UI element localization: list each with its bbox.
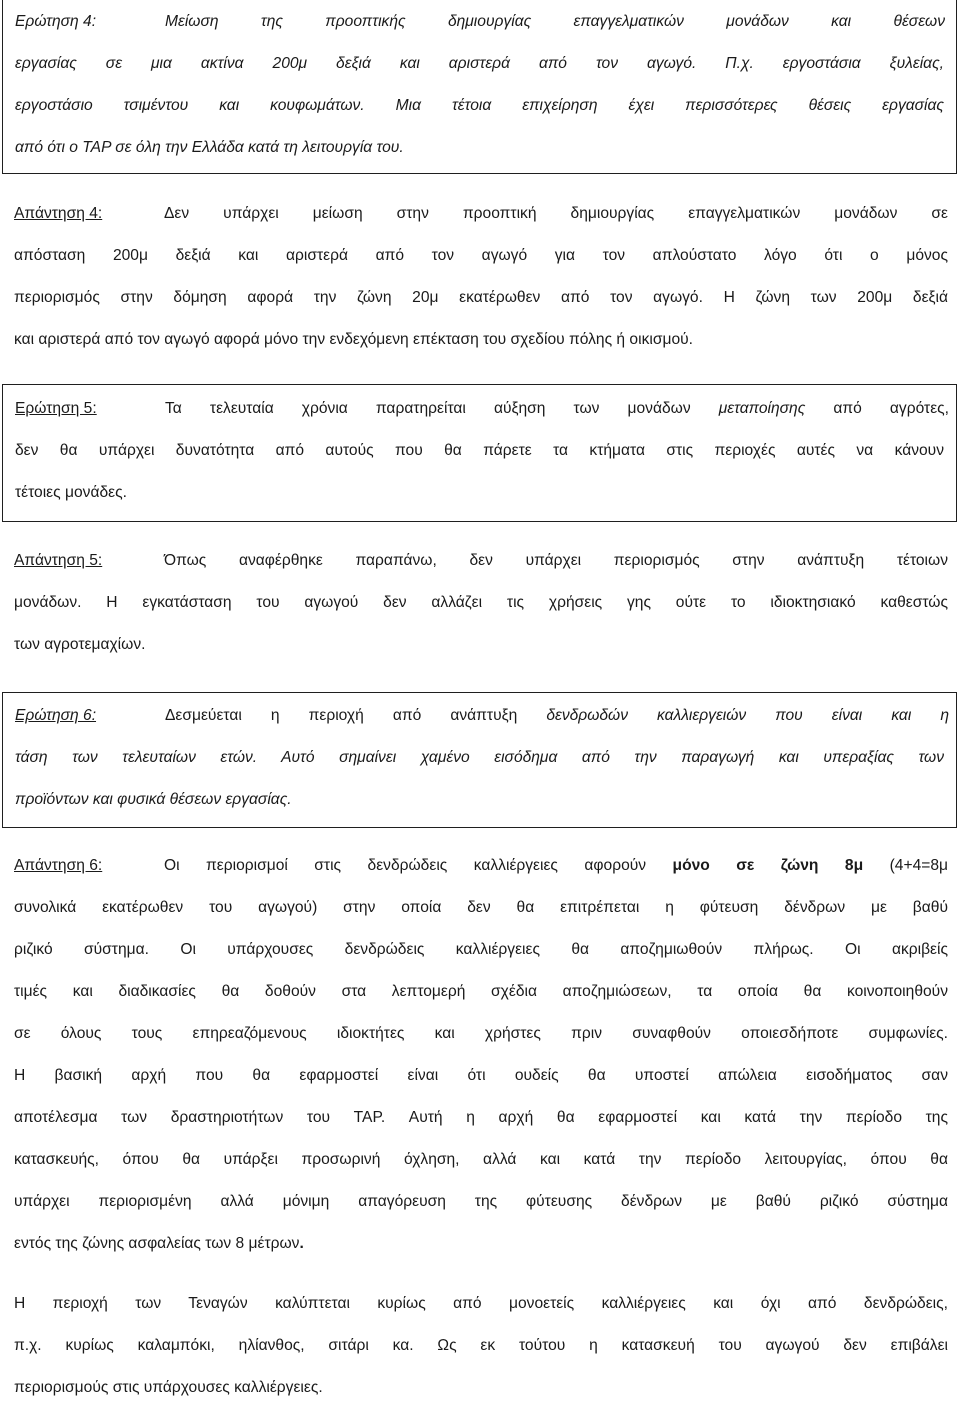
question-4-label: Ερώτηση 4: — [15, 13, 97, 30]
question-5-line-2: δεν θα υπάρχει δυνατότητα από αυτούς που θα πάρετε τα κτήματα στις περιοχές αυτές να κάνουν — [15, 442, 944, 459]
answer-6-line-4: τιμές και διαδικασίες θα δοθούν στα λεπτομερή σχέδια αποζημιώσεων, τα οποία θα κοινοποιηθούν — [14, 983, 948, 1000]
question-4-line-3: εργοστάσιο τσιμέντου και κουφωμάτων. Μια τέτοια επιχείρηση έχει περισσότερες θέσεις εργασίας — [15, 97, 944, 114]
answer-4-line-3: περιορισμός στην δόμηση αφορά την ζώνη 20μ εκατέρωθεν από τον αγωγό. Η ζώνη των 200μ δεξιά — [14, 289, 948, 306]
question-4-line-2: εργασίας σε μια ακτίνα 200μ δεξιά και αριστερά από τον αγωγό. Π.χ. εργοστάσια ξυλείας, — [15, 55, 944, 72]
answer-6-line-10: εντός της ζώνης ασφαλείας των 8 μέτρων. — [14, 1235, 304, 1252]
closing-note-line-2: π.χ. κυρίως καλαμπόκι, ηλίανθος, σιτάρι κα. Ως εκ τούτου η κατασκευή του αγωγού δεν επιβάλει — [14, 1337, 948, 1354]
answer-6-line-5: σε όλους τους επηρεαζόμενους ιδιοκτήτες και χρήστες πριν συναφθούν οποιεσδήποτε συμφωνίες. — [14, 1025, 948, 1042]
question-6-text-1: Δεσμεύεται η περιοχή από ανάπτυξη δενδρωδών καλλιεργειών που είναι και η — [165, 707, 949, 724]
answer-6-line-2: συνολικά εκατέρωθεν του αγωγού) στην οποία δεν θα επιτρέπεται η φύτευση δένδρων με βαθύ — [14, 899, 948, 916]
answer-5-label: Απάντηση 5: — [14, 552, 103, 569]
question-6-box — [2, 692, 957, 828]
answer-6-label: Απάντηση 6: — [14, 857, 103, 874]
answer-6-line-8: κατασκευής, όπου θα υπάρξει προσωρινή όχληση, αλλά και κατά την περίοδο λειτουργίας, όπου θα — [14, 1151, 948, 1168]
answer-6-line-1 — [14, 845, 948, 887]
question-6-line-2: τάση των τελευταίων ετών. Αυτό σημαίνει χαμένο εισόδημα από την παραγωγή και υπεραξίας των — [15, 749, 944, 766]
answer-6-line-6: Η βασική αρχή που θα εφαρμοστεί είναι ότι ουδείς θα υποστεί απώλεια εισοδήματος σαν — [14, 1067, 948, 1084]
closing-note-line-1: Η περιοχή των Τεναγών καλύπτεται κυρίως από μονοετείς καλλιέργειες και όχι από δενδρώδεις, — [14, 1295, 948, 1312]
question-6-label: Ερώτηση 6: — [15, 707, 97, 724]
question-4-line-1 — [15, 1, 944, 43]
answer-5-line-2: μονάδων. Η εγκατάσταση του αγωγού δεν αλλάζει τις χρήσεις γης ούτε το ιδιοκτησιακό καθεστώς — [14, 594, 948, 611]
question-5-text-1: Τα τελευταία χρόνια παρατηρείται αύξηση των μονάδων μεταποίησης από αγρότες, — [165, 400, 949, 417]
question-4-text-1: Μείωση της προοπτικής δημιουργίας επαγγελματικών μονάδων και θέσεων — [165, 13, 945, 30]
answer-6-line-7: αποτέλεσμα των δραστηριοτήτων του TAP. Αυτή η αρχή θα εφαρμοστεί και κατά την περίοδο της — [14, 1109, 948, 1126]
answer-4 — [14, 193, 948, 361]
answer-5-line-3: των αγροτεμαχίων. — [14, 636, 146, 653]
answer-6-text-1: Οι περιορισμοί στις δενδρώδεις καλλιέργειες αφορούν μόνο σε ζώνη 8μ (4+4=8μ — [164, 857, 949, 874]
answer-4-line-4: και αριστερά από τον αγωγό αφορά μόνο την ενδεχόμενη επέκταση του σχεδίου πόλης ή οικισμού. — [14, 331, 693, 348]
answer-4-text-1: Δεν υπάρχει μείωση στην προοπτική δημιουργίας επαγγελματικών μονάδων σε — [164, 205, 948, 222]
answer-4-line-2: απόσταση 200μ δεξιά και αριστερά από τον αγωγό για τον απλούστατο λόγο ότι ο μόνος — [14, 247, 948, 264]
question-4-line-4: από ότι ο TAP σε όλη την Ελλάδα κατά τη λειτουργία του. — [15, 139, 404, 156]
answer-5-text-1: Όπως αναφέρθηκε παραπάνω, δεν υπάρχει περιορισμός στην ανάπτυξη τέτοιων — [164, 552, 948, 569]
question-5-line-3: τέτοιες μονάδες. — [15, 484, 127, 501]
answer-4-line-1 — [14, 193, 948, 235]
question-5-line-1 — [15, 388, 949, 430]
question-5-box — [2, 384, 957, 522]
closing-note-line-3: περιορισμούς στις υπάρχουσες καλλιέργειες. — [14, 1379, 323, 1396]
answer-6 — [14, 845, 948, 1265]
question-6-line-1 — [15, 695, 949, 737]
answer-5-line-1 — [14, 540, 948, 582]
question-5-label: Ερώτηση 5: — [15, 400, 97, 417]
answer-6-line-9: υπάρχει περιορισμένη αλλά μόνιμη απαγόρευση της φύτευσης δένδρων με βαθύ ριζικό σύστημα — [14, 1193, 948, 1210]
question-6-line-3: προϊόντων και φυσικά θέσεων εργασίας. — [15, 791, 292, 808]
answer-4-label: Απάντηση 4: — [14, 205, 103, 222]
answer-6-line-3: ριζικό σύστημα. Οι υπάρχουσες δενδρώδεις καλλιέργειες θα αποζημιωθούν πλήρως. Οι ακριβείς — [14, 941, 948, 958]
answer-5 — [14, 540, 948, 666]
question-4-box — [2, 0, 957, 174]
closing-note — [14, 1283, 948, 1409]
